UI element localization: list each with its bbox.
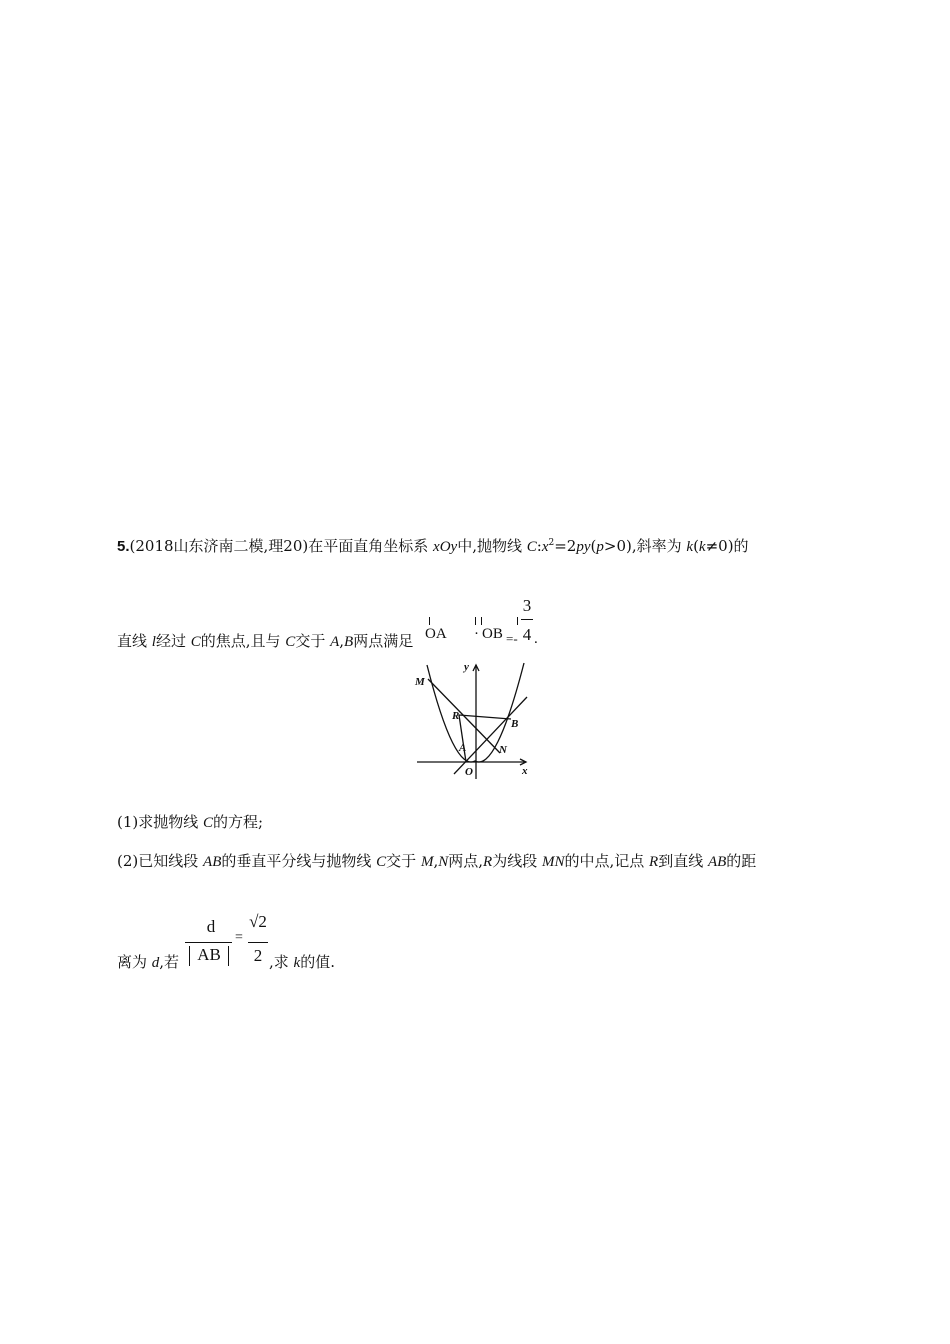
var-k: k [293,955,301,971]
var-a: A [330,634,340,650]
vector-mark [429,617,430,625]
text: , [339,632,345,650]
text: 的距 [726,852,757,870]
var-p: p [596,539,604,555]
label-x: x [522,765,528,777]
var-c: C [376,854,387,870]
var-c: C [190,634,201,650]
var-ab: AB [707,854,727,870]
text: : [536,537,542,555]
part-2-line-2-end [269,952,335,973]
text: 两点, [448,852,484,870]
label-n: N [499,744,507,756]
text: , [433,852,439,870]
problem-line-2 [117,631,413,652]
text: ,若 [159,953,180,971]
vector-mark [481,617,482,625]
problem-number: 5. [117,538,130,555]
text: 交于 [295,632,331,650]
var-py: py [576,539,591,555]
text: 的方程; [213,813,264,831]
vector-oa: OA [425,626,447,642]
equals-minus: =- [506,631,518,646]
var-ab: AB [203,854,222,870]
sqrt-2: √2 [249,912,267,931]
label-r: R [452,710,460,722]
var-c: C [526,539,537,555]
text: 的中点,记点 [564,852,650,870]
text: 在平面直角坐标系 [308,537,434,555]
var-xoy: xOy [433,539,458,555]
text: 直线 [117,632,152,650]
fraction-bar [521,619,533,620]
text: 的垂直平分线与抛物线 [221,852,377,870]
label-y: y [464,661,469,673]
text: ( [693,537,699,555]
label-o: O [465,766,473,778]
label-a: A [459,742,467,754]
text: (1)求抛物线 [117,813,204,831]
var-b: B [344,634,354,650]
text: 离为 [117,953,152,971]
var-c: C [285,634,296,650]
var-mn: MN [541,854,565,870]
part-2-line-2-start [117,952,179,973]
parabola-figure [414,657,539,782]
fraction-bar [185,942,232,943]
var-m: M [420,854,434,870]
text: 的焦点,且与 [200,632,286,650]
frac-d: d [206,917,216,936]
text: 的值. [300,953,335,971]
text: 中,抛物线 [457,537,527,555]
var-k: k [686,539,694,555]
var-x: x [541,539,549,555]
var-r: R [483,854,493,870]
abs-bar-right [228,946,229,966]
fraction-numerator: 3 [522,596,532,615]
var-d: d [151,955,160,971]
part-1 [117,812,263,833]
equals-sign: = [235,930,243,945]
abs-bar-left [189,946,190,966]
text: 交于 [386,852,421,870]
var-c: C [203,815,214,831]
denominator-2: 2 [253,946,263,965]
part-2-line-1 [117,851,756,872]
text: 到直线 [658,852,708,870]
frac-ab: AB [197,945,221,964]
var-r: R [649,854,659,870]
text: (2)已知线段 [117,852,204,870]
period: . [534,631,538,647]
var-l: l [151,634,156,650]
text: ,求 [269,953,294,971]
problem-line-1 [117,533,749,557]
vector-mark [475,617,476,625]
label-b: B [511,718,519,730]
problem-source: (2018山东济南二模,理20) [129,537,309,555]
var-n: N [438,854,449,870]
vector-ob: OB [482,626,503,642]
text: 为线段 [492,852,542,870]
fraction-bar [248,942,268,943]
label-m: M [415,676,425,688]
dot-operator: · [474,626,479,642]
text: 经过 [155,632,191,650]
text: >0),斜率为 [603,537,687,555]
vector-mark [517,617,518,625]
fraction-denominator: 4 [522,625,532,644]
superscript: 2 [548,538,555,548]
var-k: k [698,539,706,555]
text: =2 [554,537,577,555]
text: ≠0)的 [705,537,749,555]
text: 两点满足 [353,632,414,650]
text: ( [590,537,597,555]
